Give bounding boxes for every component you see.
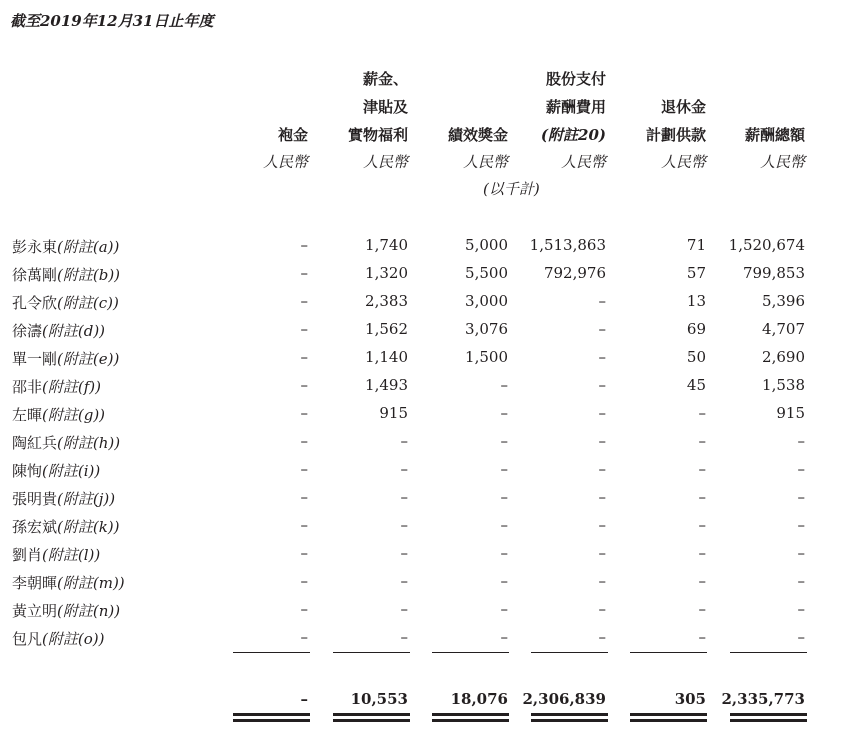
note-ref: (附註(c)) — [57, 294, 119, 312]
total-double-rule — [333, 719, 410, 722]
total-cell: – — [300, 690, 308, 708]
row-label — [12, 460, 100, 481]
table-cell: – — [598, 572, 606, 590]
table-cell: – — [698, 572, 706, 590]
director-name: 徐濤 — [12, 322, 43, 340]
director-name: 左暉 — [12, 406, 43, 424]
table-cell: – — [698, 460, 706, 478]
table-cell: – — [500, 488, 508, 506]
table-cell: – — [500, 544, 508, 562]
table-cell: – — [500, 516, 508, 534]
table-cell: – — [797, 432, 805, 450]
subtotal-rule — [531, 652, 608, 653]
row-label — [12, 376, 101, 397]
director-name: 孫宏斌 — [12, 518, 58, 536]
table-cell: 2,690 — [762, 348, 805, 366]
table-cell: – — [598, 544, 606, 562]
column-header: 薪酬總額 — [744, 126, 805, 144]
table-cell: 3,000 — [465, 292, 508, 310]
table-cell: – — [300, 404, 308, 422]
table-cell: – — [400, 572, 408, 590]
column-unit: 人民幣 — [262, 153, 308, 171]
director-name: 張明貴 — [12, 490, 58, 508]
table-cell: – — [300, 376, 308, 394]
table-cell: 1,140 — [365, 348, 408, 366]
table-cell: – — [300, 572, 308, 590]
column-header: 津貼及 — [362, 98, 408, 116]
table-cell: – — [797, 572, 805, 590]
column-header: 計劃供款 — [645, 126, 706, 144]
table-cell: – — [797, 544, 805, 562]
table-cell: 1,513,863 — [529, 236, 606, 254]
column-unit: 人民幣 — [660, 153, 706, 171]
table-cell: 5,000 — [465, 236, 508, 254]
row-label — [12, 348, 119, 369]
note-ref: (附註(g)) — [42, 406, 106, 424]
table-cell: – — [500, 404, 508, 422]
table-cell: – — [300, 264, 308, 282]
note-ref: (附註(f)) — [42, 378, 101, 396]
table-cell: – — [300, 488, 308, 506]
table-cell: 71 — [686, 236, 706, 254]
table-cell: – — [500, 432, 508, 450]
table-cell: – — [300, 432, 308, 450]
note-ref: (附註(j)) — [57, 490, 116, 508]
table-cell: – — [698, 488, 706, 506]
column-header: 實物福利 — [347, 126, 408, 144]
row-label — [12, 404, 105, 425]
table-cell: – — [598, 516, 606, 534]
table-cell: – — [300, 236, 308, 254]
table-cell: 1,320 — [365, 264, 408, 282]
table-cell: 4,707 — [762, 320, 805, 338]
director-name: 邵非 — [12, 378, 43, 396]
table-cell: – — [598, 432, 606, 450]
column-unit: 人民幣 — [759, 153, 805, 171]
director-name: 陳恂 — [12, 462, 43, 480]
row-label — [12, 236, 119, 257]
total-double-rule — [432, 713, 509, 716]
table-cell: 2,383 — [365, 292, 408, 310]
table-cell: – — [500, 376, 508, 394]
note-ref: (附註(i)) — [42, 462, 101, 480]
total-double-rule — [730, 713, 807, 716]
subtotal-rule — [233, 652, 310, 653]
table-cell: – — [598, 628, 606, 646]
table-cell: – — [400, 628, 408, 646]
total-cell: 10,553 — [350, 690, 408, 708]
column-unit: 人民幣 — [560, 153, 606, 171]
column-header: 股份支付 — [545, 70, 606, 88]
director-name: 徐萬剛 — [12, 266, 58, 284]
director-name: 孔令欣 — [12, 294, 58, 312]
table-cell: 57 — [686, 264, 706, 282]
table-cell: 799,853 — [742, 264, 805, 282]
total-double-rule — [233, 713, 310, 716]
total-cell: 2,335,773 — [721, 690, 805, 708]
table-cell: 3,076 — [465, 320, 508, 338]
table-cell: – — [698, 600, 706, 618]
table-cell: – — [698, 404, 706, 422]
table-title: 截至2019年12月31日止年度 — [10, 12, 214, 30]
total-double-rule — [630, 719, 707, 722]
table-cell: – — [500, 600, 508, 618]
director-name: 陶紅兵 — [12, 434, 58, 452]
row-label — [12, 600, 120, 621]
table-cell: – — [698, 628, 706, 646]
table-cell: 792,976 — [543, 264, 606, 282]
row-label — [12, 628, 104, 649]
table-cell: 13 — [686, 292, 706, 310]
subtotal-rule — [630, 652, 707, 653]
column-header: 薪酬費用 — [545, 98, 606, 116]
table-cell: 915 — [776, 404, 805, 422]
table-cell: – — [400, 544, 408, 562]
director-name: 黃立明 — [12, 602, 58, 620]
table-cell: – — [300, 628, 308, 646]
column-header: 薪金、 — [362, 70, 408, 88]
table-cell: – — [300, 292, 308, 310]
table-cell: – — [698, 544, 706, 562]
table-cell: – — [400, 460, 408, 478]
table-cell: – — [400, 516, 408, 534]
column-header: (附註20) — [540, 126, 606, 144]
table-cell: – — [300, 516, 308, 534]
table-cell: 5,500 — [465, 264, 508, 282]
table-cell: – — [400, 488, 408, 506]
table-cell: – — [797, 460, 805, 478]
column-header: 退休金 — [660, 98, 706, 116]
table-cell: 50 — [686, 348, 706, 366]
note-ref: (附註(l)) — [42, 546, 101, 564]
director-name: 彭永東 — [12, 238, 58, 256]
table-cell: – — [598, 376, 606, 394]
director-name: 李朝暉 — [12, 574, 58, 592]
total-double-rule — [531, 713, 608, 716]
row-label — [12, 264, 120, 285]
total-double-rule — [630, 713, 707, 716]
note-ref: (附註(b)) — [57, 266, 121, 284]
table-cell: – — [598, 404, 606, 422]
table-cell: – — [300, 348, 308, 366]
director-name: 劉肖 — [12, 546, 43, 564]
total-double-rule — [333, 713, 410, 716]
total-cell: 305 — [674, 690, 706, 708]
table-cell: – — [500, 628, 508, 646]
total-cell: 18,076 — [450, 690, 508, 708]
subtotal-rule — [333, 652, 410, 653]
note-ref: (附註(d)) — [42, 322, 106, 340]
table-cell: 1,562 — [365, 320, 408, 338]
column-unit: 人民幣 — [362, 153, 408, 171]
note-ref: (附註(m)) — [57, 574, 125, 592]
row-label — [12, 572, 125, 593]
table-cell: – — [300, 600, 308, 618]
row-label — [12, 544, 100, 565]
total-double-rule — [233, 719, 310, 722]
table-cell: 5,396 — [762, 292, 805, 310]
table-cell: – — [598, 600, 606, 618]
total-cell: 2,306,839 — [522, 690, 606, 708]
director-name: 包凡 — [12, 630, 43, 648]
table-cell: – — [598, 488, 606, 506]
table-cell: – — [598, 320, 606, 338]
table-cell: 1,500 — [465, 348, 508, 366]
subtotal-rule — [730, 652, 807, 653]
note-ref: (附註(h)) — [57, 434, 121, 452]
note-ref: (附註(n)) — [57, 602, 121, 620]
row-label — [12, 292, 119, 313]
table-cell: 1,520,674 — [728, 236, 805, 254]
table-cell: 915 — [379, 404, 408, 422]
column-header: 袍金 — [277, 126, 308, 144]
director-name: 單一剛 — [12, 350, 58, 368]
total-double-rule — [531, 719, 608, 722]
row-label — [12, 516, 120, 537]
column-unit: 人民幣 — [462, 153, 508, 171]
table-cell: – — [797, 516, 805, 534]
table-cell: – — [797, 628, 805, 646]
table-cell: – — [698, 432, 706, 450]
table-cell: 45 — [686, 376, 706, 394]
note-ref: (附註(a)) — [57, 238, 120, 256]
table-cell: 1,493 — [365, 376, 408, 394]
table-cell: – — [400, 600, 408, 618]
table-cell: – — [598, 460, 606, 478]
table-cell: – — [598, 292, 606, 310]
note-ref: (附註(e)) — [57, 350, 120, 368]
table-cell: – — [797, 600, 805, 618]
table-cell: – — [797, 488, 805, 506]
table-cell: – — [698, 516, 706, 534]
total-double-rule — [730, 719, 807, 722]
unit-note: (以千計) — [483, 180, 540, 198]
table-cell: 1,740 — [365, 236, 408, 254]
row-label — [12, 432, 120, 453]
note-ref: (附註(k)) — [57, 518, 120, 536]
table-cell: 69 — [686, 320, 706, 338]
subtotal-rule — [432, 652, 509, 653]
table-cell: – — [300, 320, 308, 338]
note-ref: (附註(o)) — [42, 630, 105, 648]
row-label — [12, 320, 105, 341]
table-cell: – — [598, 348, 606, 366]
table-cell: – — [300, 544, 308, 562]
table-cell: – — [500, 460, 508, 478]
total-double-rule — [432, 719, 509, 722]
row-label — [12, 488, 115, 509]
column-header: 績效獎金 — [447, 126, 508, 144]
table-cell: – — [400, 432, 408, 450]
table-cell: – — [500, 572, 508, 590]
table-cell: – — [300, 460, 308, 478]
table-cell: 1,538 — [762, 376, 805, 394]
